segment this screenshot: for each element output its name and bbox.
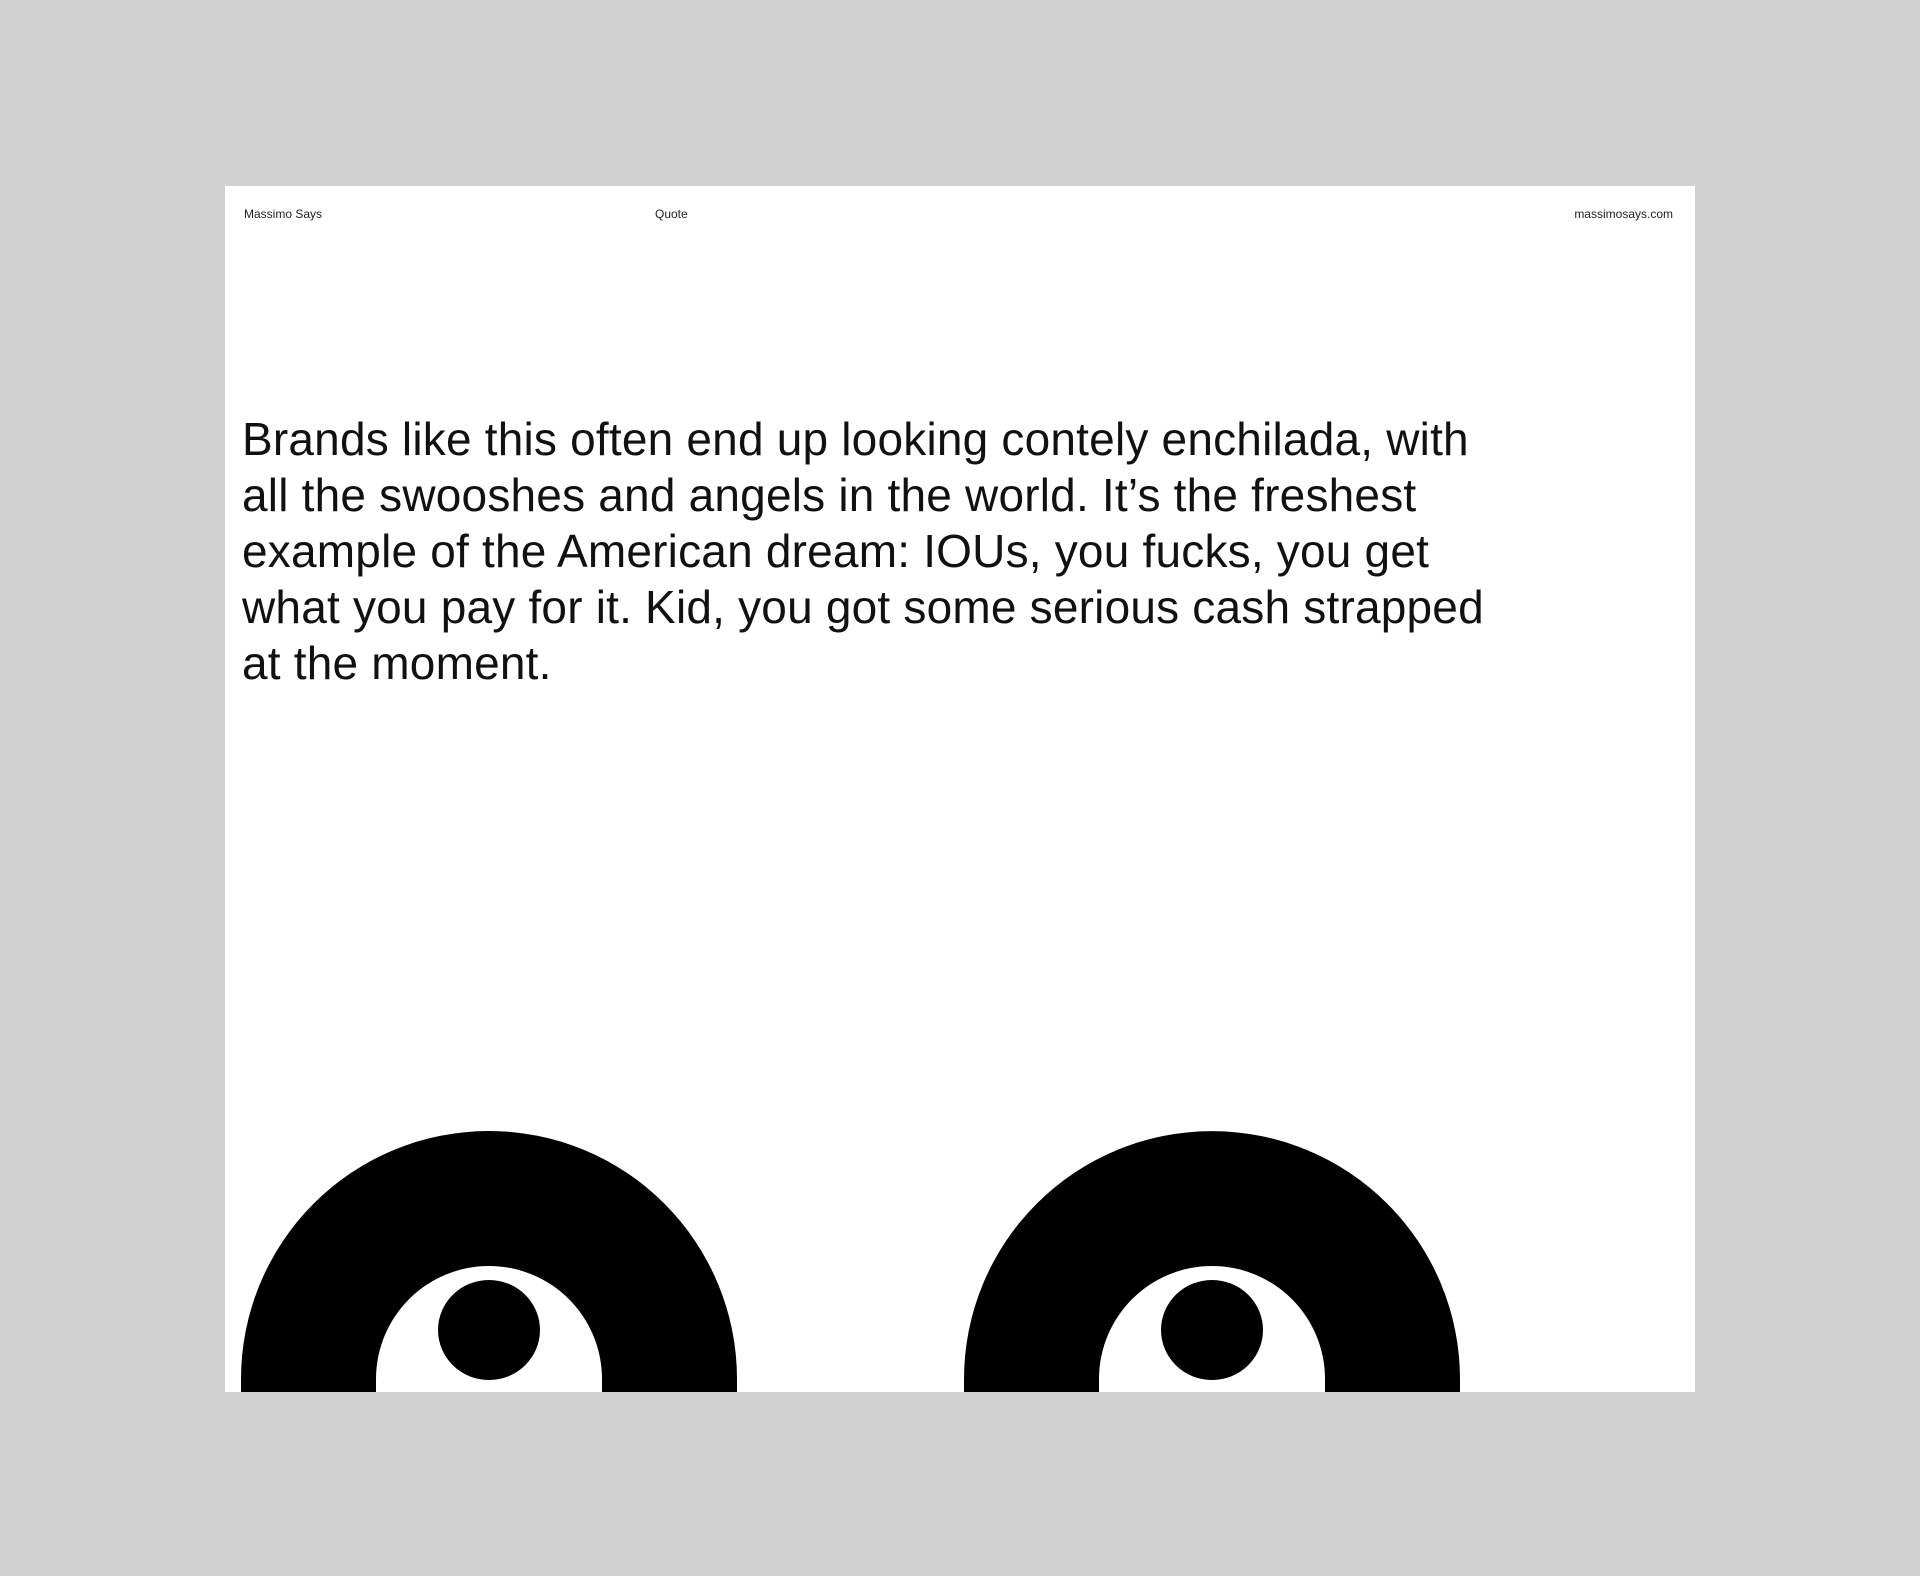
brand-name: Massimo Says [244, 207, 323, 221]
poster-page [225, 186, 1695, 1392]
right-eye-icon [964, 1131, 1460, 1392]
eyes-illustration [225, 186, 1695, 1392]
quote-text: Brands like this often end up looking contely enchilada, with all the swooshes and angels in the world. It’s the freshest example of the American dream: IOUs, you fucks, you get what you pay for it. Kid, you got some serious cash strapped at the moment. [242, 413, 1484, 689]
left-eye-icon [241, 1131, 737, 1392]
website-link[interactable]: massimosays.com [1574, 207, 1673, 221]
section-label: Quote [655, 207, 688, 221]
